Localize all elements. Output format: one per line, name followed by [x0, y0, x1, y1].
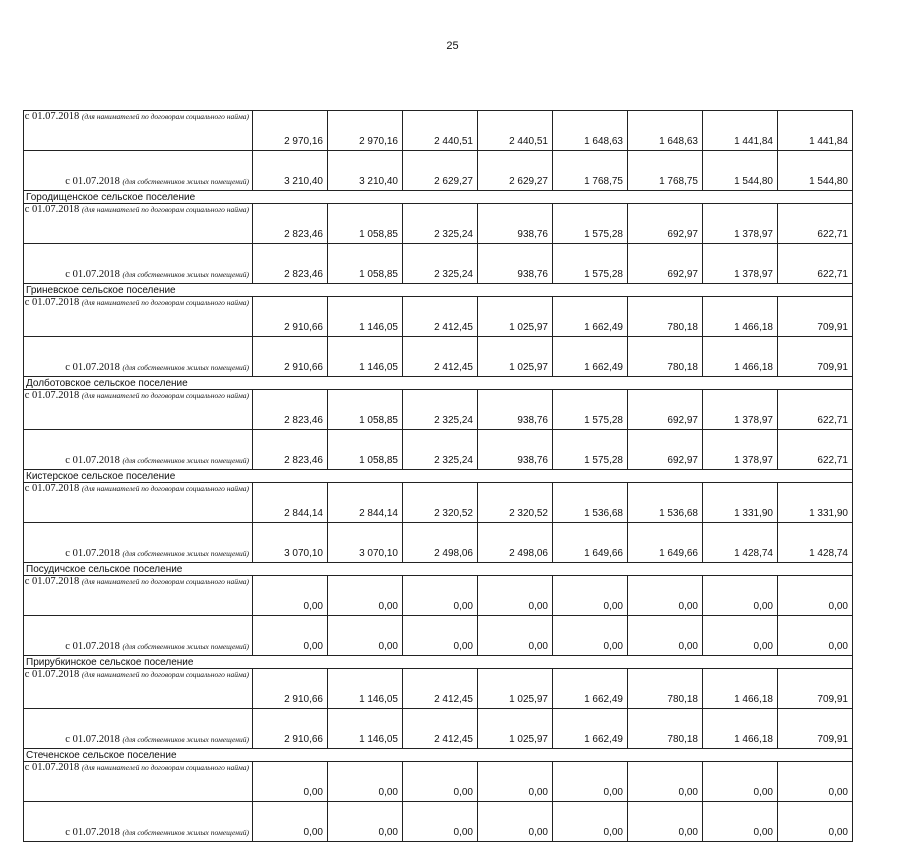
rate-cell: 780,18: [628, 337, 703, 377]
rate-cell: 2 440,51: [478, 111, 553, 151]
rate-cell: 622,71: [778, 390, 853, 430]
row-label: [24, 297, 253, 337]
consumer-category-note: (для собственников жилых помещений): [122, 363, 249, 372]
rate-cell: 2 320,52: [478, 483, 553, 523]
consumer-category-note: (для нанимателей по договорам социального найма): [81, 112, 249, 121]
effective-date: с 01.07.2018: [65, 548, 120, 559]
row-label: [24, 802, 253, 842]
rate-cell: 1 146,05: [328, 297, 403, 337]
settlement-name: Посудичское сельское поселение: [24, 563, 853, 576]
rate-cell: 2 823,46: [253, 430, 328, 470]
rate-cell: 2 412,45: [403, 669, 478, 709]
table-row: [24, 151, 853, 191]
rate-cell: 0,00: [403, 762, 478, 802]
effective-date: с 01.07.2018: [65, 641, 120, 652]
rate-cell: 1 575,28: [553, 430, 628, 470]
rate-cell: 780,18: [628, 297, 703, 337]
table-row: [24, 204, 853, 244]
rate-cell: 1 146,05: [328, 709, 403, 749]
effective-date: с 01.07.2018: [24, 576, 80, 587]
rate-cell: 3 070,10: [328, 523, 403, 563]
consumer-category-note: (для нанимателей по договорам социального найма): [81, 484, 249, 493]
settlement-group-row: [24, 284, 853, 297]
rate-cell: 0,00: [478, 576, 553, 616]
table-row: [24, 483, 853, 523]
consumer-category-note: (для нанимателей по договорам социального найма): [81, 577, 249, 586]
rate-cell: 3 210,40: [328, 151, 403, 191]
rate-cell: 692,97: [628, 390, 703, 430]
row-label: [24, 111, 253, 151]
rate-cell: 1 575,28: [553, 244, 628, 284]
table-row: [24, 337, 853, 377]
effective-date: с 01.07.2018: [65, 827, 120, 838]
rate-cell: 1 428,74: [778, 523, 853, 563]
rate-cell: 2 629,27: [403, 151, 478, 191]
row-label: [24, 523, 253, 563]
rate-cell: 0,00: [403, 576, 478, 616]
rate-cell: 0,00: [553, 802, 628, 842]
consumer-category-note: (для собственников жилых помещений): [122, 549, 249, 558]
rate-cell: 1 025,97: [478, 297, 553, 337]
rate-cell: 0,00: [403, 802, 478, 842]
rate-cell: 0,00: [553, 616, 628, 656]
rate-cell: 938,76: [478, 430, 553, 470]
consumer-category-note: (для нанимателей по договорам социального найма): [81, 670, 249, 679]
rate-cell: 2 970,16: [253, 111, 328, 151]
effective-date: с 01.07.2018: [24, 297, 80, 308]
settlement-group-row: [24, 470, 853, 483]
rate-cell: 2 498,06: [478, 523, 553, 563]
rate-cell: 2 629,27: [478, 151, 553, 191]
rate-cell: 0,00: [253, 576, 328, 616]
rate-cell: 0,00: [703, 762, 778, 802]
rate-cell: 2 320,52: [403, 483, 478, 523]
rate-cell: 0,00: [778, 762, 853, 802]
rate-cell: 1 058,85: [328, 390, 403, 430]
tariff-table-body: [24, 111, 853, 842]
rate-cell: 1 466,18: [703, 709, 778, 749]
effective-date: с 01.07.2018: [65, 734, 120, 745]
effective-date: с 01.07.2018: [65, 176, 120, 187]
rate-cell: 0,00: [553, 576, 628, 616]
rate-cell: 2 412,45: [403, 337, 478, 377]
rate-cell: 0,00: [478, 802, 553, 842]
rate-cell: 1 025,97: [478, 337, 553, 377]
consumer-category-note: (для собственников жилых помещений): [122, 735, 249, 744]
rate-cell: 1 378,97: [703, 244, 778, 284]
rate-cell: 2 910,66: [253, 709, 328, 749]
rate-cell: 0,00: [778, 802, 853, 842]
consumer-category-note: (для нанимателей по договорам социального найма): [81, 391, 249, 400]
rate-cell: 1 536,68: [553, 483, 628, 523]
rate-cell: 2 910,66: [253, 669, 328, 709]
rate-cell: 1 331,90: [778, 483, 853, 523]
table-row: [24, 111, 853, 151]
rate-cell: 1 428,74: [703, 523, 778, 563]
row-label: [24, 709, 253, 749]
settlement-group-row: [24, 377, 853, 390]
settlement-name: Кистерское сельское поселение: [24, 470, 853, 483]
tariff-table: [23, 110, 853, 842]
rate-cell: 2 412,45: [403, 297, 478, 337]
rate-cell: 1 058,85: [328, 244, 403, 284]
rate-cell: 0,00: [628, 616, 703, 656]
effective-date: с 01.07.2018: [24, 483, 80, 494]
effective-date: с 01.07.2018: [65, 362, 120, 373]
table-row: [24, 244, 853, 284]
consumer-category-note: (для собственников жилых помещений): [122, 456, 249, 465]
consumer-category-note: (для нанимателей по договорам социального найма): [81, 205, 249, 214]
rate-cell: 2 440,51: [403, 111, 478, 151]
rate-cell: 622,71: [778, 430, 853, 470]
rate-cell: 1 466,18: [703, 669, 778, 709]
rate-cell: 0,00: [328, 576, 403, 616]
effective-date: с 01.07.2018: [24, 390, 80, 401]
rate-cell: 1 648,63: [628, 111, 703, 151]
rate-cell: 1 441,84: [703, 111, 778, 151]
table-row: [24, 709, 853, 749]
settlement-name: Городищенское сельское поселение: [24, 191, 853, 204]
rate-cell: 2 325,24: [403, 390, 478, 430]
rate-cell: 1 649,66: [628, 523, 703, 563]
rate-cell: 1 648,63: [553, 111, 628, 151]
rate-cell: 0,00: [778, 616, 853, 656]
table-row: [24, 576, 853, 616]
rate-cell: 0,00: [403, 616, 478, 656]
rate-cell: 0,00: [703, 616, 778, 656]
row-label: [24, 204, 253, 244]
rate-cell: 1 575,28: [553, 204, 628, 244]
rate-cell: 1 662,49: [553, 297, 628, 337]
rate-cell: 0,00: [703, 576, 778, 616]
rate-cell: 1 466,18: [703, 337, 778, 377]
rate-cell: 622,71: [778, 204, 853, 244]
row-label: [24, 669, 253, 709]
table-row: [24, 616, 853, 656]
rate-cell: 3 070,10: [253, 523, 328, 563]
rate-cell: 780,18: [628, 669, 703, 709]
rate-cell: 1 441,84: [778, 111, 853, 151]
rate-cell: 0,00: [628, 802, 703, 842]
rate-cell: 2 412,45: [403, 709, 478, 749]
row-label: [24, 151, 253, 191]
rate-cell: 622,71: [778, 244, 853, 284]
row-label: [24, 244, 253, 284]
rate-cell: 692,97: [628, 204, 703, 244]
rate-cell: 0,00: [628, 762, 703, 802]
row-label: [24, 430, 253, 470]
table-row: [24, 390, 853, 430]
rate-cell: 2 910,66: [253, 297, 328, 337]
consumer-category-note: (для собственников жилых помещений): [122, 642, 249, 651]
rate-cell: 0,00: [478, 762, 553, 802]
settlement-name: Прирубкинское сельское поселение: [24, 656, 853, 669]
rate-cell: 2 325,24: [403, 430, 478, 470]
consumer-category-note: (для нанимателей по договорам социального найма): [81, 298, 249, 307]
rate-cell: 1 378,97: [703, 390, 778, 430]
rate-cell: 1 544,80: [703, 151, 778, 191]
rate-cell: 2 970,16: [328, 111, 403, 151]
rate-cell: 2 844,14: [253, 483, 328, 523]
rate-cell: 1 768,75: [628, 151, 703, 191]
rate-cell: 0,00: [628, 576, 703, 616]
rate-cell: 0,00: [253, 762, 328, 802]
table-row: [24, 802, 853, 842]
table-row: [24, 297, 853, 337]
settlement-group-row: [24, 656, 853, 669]
rate-cell: 1 378,97: [703, 204, 778, 244]
settlement-name: Долботовское сельское поселение: [24, 377, 853, 390]
table-row: [24, 523, 853, 563]
rate-cell: 1 146,05: [328, 337, 403, 377]
consumer-category-note: (для собственников жилых помещений): [122, 828, 249, 837]
rate-cell: 1 575,28: [553, 390, 628, 430]
rate-cell: 2 823,46: [253, 204, 328, 244]
rate-cell: 0,00: [328, 762, 403, 802]
page-number: 25: [446, 40, 459, 52]
rate-cell: 1 146,05: [328, 669, 403, 709]
rate-cell: 1 025,97: [478, 709, 553, 749]
rate-cell: 1 331,90: [703, 483, 778, 523]
consumer-category-note: (для собственников жилых помещений): [122, 177, 249, 186]
rate-cell: 692,97: [628, 244, 703, 284]
row-label: [24, 762, 253, 802]
rate-cell: 0,00: [553, 762, 628, 802]
rate-cell: 0,00: [253, 616, 328, 656]
row-label: [24, 483, 253, 523]
settlement-group-row: [24, 749, 853, 762]
rate-cell: 1 025,97: [478, 669, 553, 709]
effective-date: с 01.07.2018: [24, 669, 80, 680]
row-label: [24, 337, 253, 377]
rate-cell: 1 662,49: [553, 337, 628, 377]
rate-cell: 709,91: [778, 709, 853, 749]
rate-cell: 0,00: [778, 576, 853, 616]
rate-cell: 1 662,49: [553, 669, 628, 709]
rate-cell: 938,76: [478, 390, 553, 430]
rate-cell: 938,76: [478, 204, 553, 244]
effective-date: с 01.07.2018: [24, 204, 80, 215]
settlement-group-row: [24, 563, 853, 576]
rate-cell: 1 662,49: [553, 709, 628, 749]
rate-cell: 0,00: [703, 802, 778, 842]
rate-cell: 2 498,06: [403, 523, 478, 563]
rate-cell: 938,76: [478, 244, 553, 284]
rate-cell: 3 210,40: [253, 151, 328, 191]
rate-cell: 2 823,46: [253, 390, 328, 430]
table-row: [24, 762, 853, 802]
settlement-name: Стеченское сельское поселение: [24, 749, 853, 762]
settlement-group-row: [24, 191, 853, 204]
rate-cell: 2 823,46: [253, 244, 328, 284]
rate-cell: 692,97: [628, 430, 703, 470]
rate-cell: 2 844,14: [328, 483, 403, 523]
consumer-category-note: (для нанимателей по договорам социального найма): [81, 763, 249, 772]
rate-cell: 1 466,18: [703, 297, 778, 337]
rate-cell: 2 910,66: [253, 337, 328, 377]
effective-date: с 01.07.2018: [24, 111, 80, 122]
rate-cell: 709,91: [778, 669, 853, 709]
row-label: [24, 390, 253, 430]
row-label: [24, 616, 253, 656]
rate-cell: 1 544,80: [778, 151, 853, 191]
rate-cell: 2 325,24: [403, 204, 478, 244]
effective-date: с 01.07.2018: [65, 455, 120, 466]
rate-cell: 0,00: [328, 616, 403, 656]
rate-cell: 0,00: [478, 616, 553, 656]
rate-cell: 0,00: [253, 802, 328, 842]
effective-date: с 01.07.2018: [24, 762, 80, 773]
consumer-category-note: (для собственников жилых помещений): [122, 270, 249, 279]
rate-cell: 709,91: [778, 337, 853, 377]
rate-cell: 1 536,68: [628, 483, 703, 523]
rate-cell: 1 649,66: [553, 523, 628, 563]
rate-cell: 1 058,85: [328, 430, 403, 470]
rate-cell: 1 378,97: [703, 430, 778, 470]
table-row: [24, 430, 853, 470]
rate-cell: 1 768,75: [553, 151, 628, 191]
effective-date: с 01.07.2018: [65, 269, 120, 280]
rate-cell: 780,18: [628, 709, 703, 749]
rate-cell: 0,00: [328, 802, 403, 842]
rate-cell: 1 058,85: [328, 204, 403, 244]
settlement-name: Гриневское сельское поселение: [24, 284, 853, 297]
rate-cell: 2 325,24: [403, 244, 478, 284]
table-row: [24, 669, 853, 709]
row-label: [24, 576, 253, 616]
rate-cell: 709,91: [778, 297, 853, 337]
